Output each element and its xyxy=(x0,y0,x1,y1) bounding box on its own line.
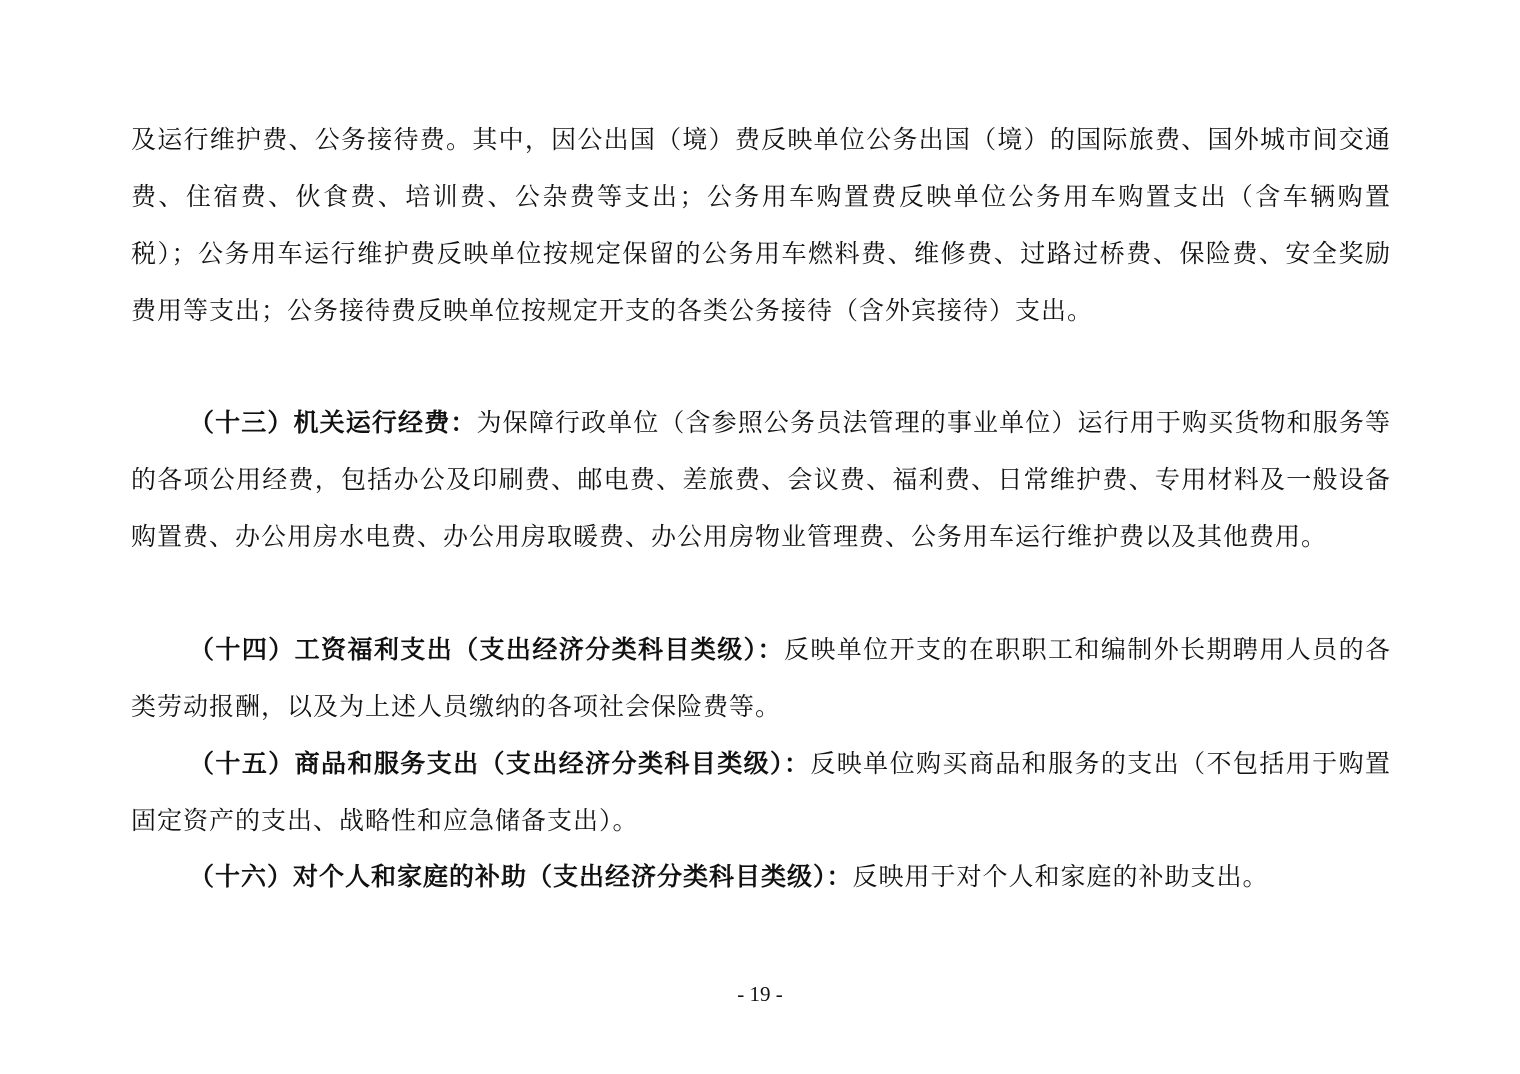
paragraph-13 xyxy=(131,394,1391,565)
paragraph-body: 反映用于对个人和家庭的补助支出。 xyxy=(852,862,1269,891)
paragraph-heading: （十三）机关运行经费： xyxy=(189,408,477,437)
paragraph-16 xyxy=(131,848,1391,905)
paragraph-text xyxy=(131,735,1391,849)
paragraph-text xyxy=(131,394,1391,565)
paragraph-heading: （十四）工资福利支出（支出经济分类科目类级）： xyxy=(189,635,784,664)
paragraph-body: 为保障行政单位（含参照公务员法管理的事业单位）运行用于购买货物和服务等的各项公用经费，包括办公及印刷费、邮电费、差旅费、会议费、福利费、日常维护费、专用材料及一般设备购置费、办公用房水电费、办公用房取暖费、办公用房物业管理费、公务用车运行维护费以及其他费用。 xyxy=(131,408,1391,551)
paragraph-14 xyxy=(131,621,1391,735)
paragraph-body: 反映单位开支的在职职工和编制外长期聘用人员的各类劳动报酬，以及为上述人员缴纳的各项社会保险费等。 xyxy=(131,635,1391,721)
paragraph-heading: （十六）对个人和家庭的补助（支出经济分类科目类级）： xyxy=(189,862,853,891)
paragraph-continuation xyxy=(131,111,1391,339)
paragraph-body: 反映单位购买商品和服务的支出（不包括用于购置固定资产的支出、战略性和应急储备支出）。 xyxy=(131,749,1391,835)
paragraph-text xyxy=(131,621,1391,735)
paragraph-body: 及运行维护费、公务接待费。其中，因公出国（境）费反映单位公务出国（境）的国际旅费、国外城市间交通费、住宿费、伙食费、培训费、公杂费等支出；公务用车购置费反映单位公务用车购置支出（含车辆购置税）；公务用车运行维护费反映单位按规定保留的公务用车燃料费、维修费、过路过桥费、保险费、安全奖励费用等支出；公务接待费反映单位按规定开支的各类公务接待（含外宾接待）支出。 xyxy=(131,125,1391,325)
page-number: - 19 - xyxy=(737,982,783,1006)
paragraph-text xyxy=(131,848,1391,905)
paragraph-text xyxy=(131,111,1391,339)
paragraph-heading: （十五）商品和服务支出（支出经济分类科目类级）： xyxy=(189,749,811,778)
paragraph-15 xyxy=(131,735,1391,849)
